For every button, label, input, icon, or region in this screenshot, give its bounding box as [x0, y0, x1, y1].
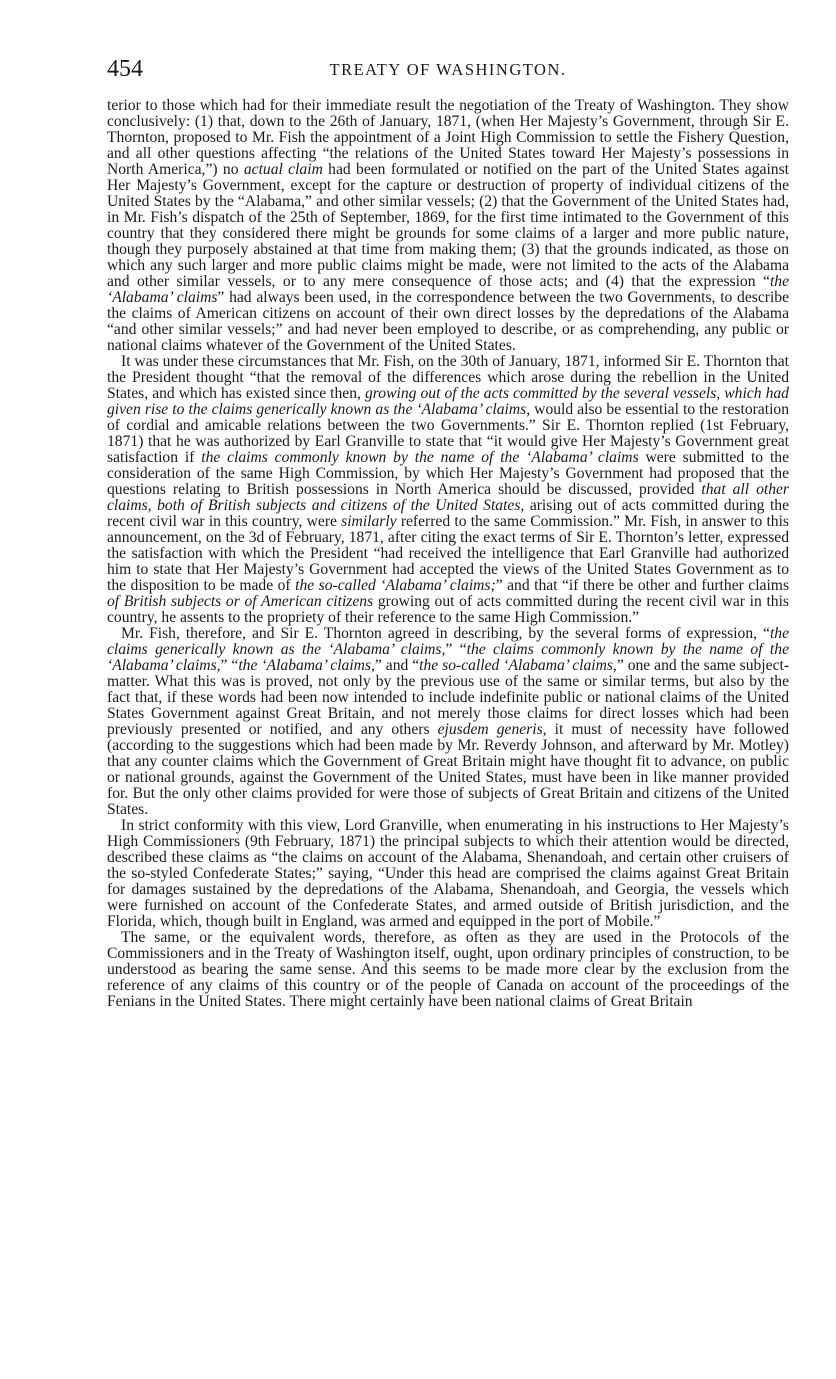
- text-run: Mr. Fish, therefore, and Sir E. Thornton agreed in describing, by the several forms of expression, “: [121, 625, 770, 642]
- text-run: The same, or the equivalent words, therefore, as often as they are used in the Protocols of the Commissioners and in the Treaty of Washington itself, ought, upon ordinary principles of construction, to be understood as bearing the same sense. And this seems to be made more clear by the exclusion from the reference of any claims of this country or of the people of Canada on account of the proceedings of the Fenians in the United States. There might certainly have been national claims of Great Britain: [107, 929, 789, 1010]
- paragraph: [107, 98, 789, 354]
- italic-text: of British subjects or of American citizens: [107, 593, 374, 610]
- text-run: would also be essential to the restoration of cordial and amicable relations between the two Governments.” Sir E. Thornton replied (1st February, 1871) that he was authorized by Earl Granville to state that “it would give Her Majesty’s Government great satisfaction if: [107, 401, 789, 466]
- text-run: referred to the same Commission.” Mr. Fish, in answer to this announcement, on the 3d of February, 1871, after citing the exact terms of Sir E. Thornton’s letter, expressed the satisfaction with which the President “had received the intelligence that Earl Granville had authorized him to state that Her Majesty’s Government had accepted the views of the United States Government as to the disposition to be made of: [107, 513, 789, 594]
- text-run: In strict conformity with this view, Lord Granville, when enumerating in his instructions to Her Majesty’s High Commissioners (9th February, 1871) the principal subjects to which their attention would be directed, described these claims as “the claims on account of the Alabama, Shenandoah, and certain other cruisers of the so-styled Confederate States;” saying, “Under this head are comprised the claims against Great Britain for damages sustained by the depredations of the Alabama, Shenandoah, and Georgia, the vessels which were furnished on account of the Confederate States, and armed outside of British jurisdiction, and the Florida, which, though built in England, was armed and equipped in the port of Mobile.”: [107, 817, 789, 930]
- page-number: 454: [107, 56, 143, 82]
- running-title: TREATY OF WASHINGTON.: [329, 60, 567, 79]
- italic-text: growing out of the acts committed by the several vessels, which had given rise to the claims generically known as the ‘Alabama’ claims,: [107, 385, 789, 418]
- text-run: It was under these circumstances that Mr. Fish, on the 30th of January, 1871, informed Sir E. Thornton that the President thought “that the removal of the differences which arose during the rebellion in the United States, and which has existed since then,: [107, 353, 789, 402]
- italic-text: the ‘Alabama’ claims,: [238, 657, 375, 674]
- italic-text: that all other claims, both of British subjects and citizens of the United States,: [107, 481, 789, 514]
- italic-text: similarly: [341, 513, 397, 530]
- text-run: terior to those which had for their immediate result the negotiation of the Treaty of Washington. They show conclusively: (1) that, down to the 26th of January, 1871, (when Her Majesty’s Government, through Sir E. Thornton, proposed to Mr. Fish the appointment of a Joint High Commission to settle the Fishery Question, and all other questions affecting “the relations of the United States toward Her Majesty’s possessions in North America,”) no: [107, 97, 789, 178]
- paragraph: [107, 930, 789, 1010]
- body-text: [107, 98, 789, 1010]
- text-run: were submitted to the consideration of the same High Commission, by which Her Majesty’s Government had proposed that the questions relating to British possessions in North America should be discussed, provided: [107, 449, 789, 498]
- text-run: growing out of acts committed during the recent civil war in this country, he assents to the propriety of their reference to the same High Commission.”: [107, 593, 789, 626]
- text-run: ” and “: [374, 657, 420, 674]
- text-run: ” and that “if there be other and further claims: [495, 577, 790, 594]
- italic-text: the claims commonly known by the name of the ‘Alabama’ claims,: [107, 641, 789, 674]
- paragraph: [107, 626, 789, 818]
- text-run: ” one and the same subject-matter. What this was is proved, not only by the previous use of the same or similar terms, but also by the fact that, if these words had been now intended to include indefinite public or national claims of the United States Government against Great Britain, and not merely those claims for direct losses which had been previously presented or notified, and any others: [107, 657, 790, 738]
- italic-text: the so-called ‘Alabama’ claims,: [419, 657, 617, 674]
- text-run: had been formulated or notified on the part of the United States against Her Majesty’s Government, except for the capture or destruction of property of individual citizens of the United States by the “Alabama,” and other similar vessels; (2) that the Government of the United States had, in Mr. Fish’s dispatch of the 25th of September, 1869, for the first time intimated to the Government of this country that they considered there might be grounds for some claims of a larger and more public nature, though they purposely abstained at that time from making them; (3) that the grounds indicated, as those on which any such larger and more public claims might be made, were not limited to the acts of the Alabama and other similar vessels, or to any mere consequence of those acts; and (4) that the expression “: [107, 161, 789, 290]
- text-run: ” had always been used, in the correspondence between the two Governments, to describe the claims of American citizens on account of their own direct losses by the depredations of the Alabama “and other similar vessels;” and had never been employed to describe, or as comprehending, any public or national claims whatever of the Government of the United States.: [107, 289, 790, 354]
- running-head: [107, 54, 789, 84]
- italic-text: the ‘Alabama’ claims: [107, 273, 789, 306]
- text-run: it must of necessity have followed (according to the suggestions which had been made by Mr. Reverdy Johnson, and afterward by Mr. Motley) that any counter claims which the Government of Great Britain might have thought fit to advance, on public or national grounds, against the Government of the United States, must have been in like manner provided for. But the only other claims provided for were those of subjects of Great Britain and citizens of the United States.: [107, 721, 789, 818]
- italic-text: the claims commonly known by the name of the ‘Alabama’ claims: [201, 449, 639, 466]
- paragraph: [107, 818, 789, 930]
- text-run: ” “: [445, 641, 467, 658]
- text-run: ” “: [220, 657, 239, 674]
- italic-text: the so-called ‘Alabama’ claims;: [295, 577, 496, 594]
- italic-text: the claims generically known as the ‘Alabama’ claims,: [107, 625, 789, 658]
- italic-text: ejusdem generis,: [437, 721, 547, 738]
- paragraph: [107, 354, 789, 626]
- italic-text: actual claim: [243, 161, 323, 178]
- document-page: [107, 54, 789, 1010]
- text-run: arising out of acts committed during the recent civil war in this country, were: [107, 497, 789, 530]
